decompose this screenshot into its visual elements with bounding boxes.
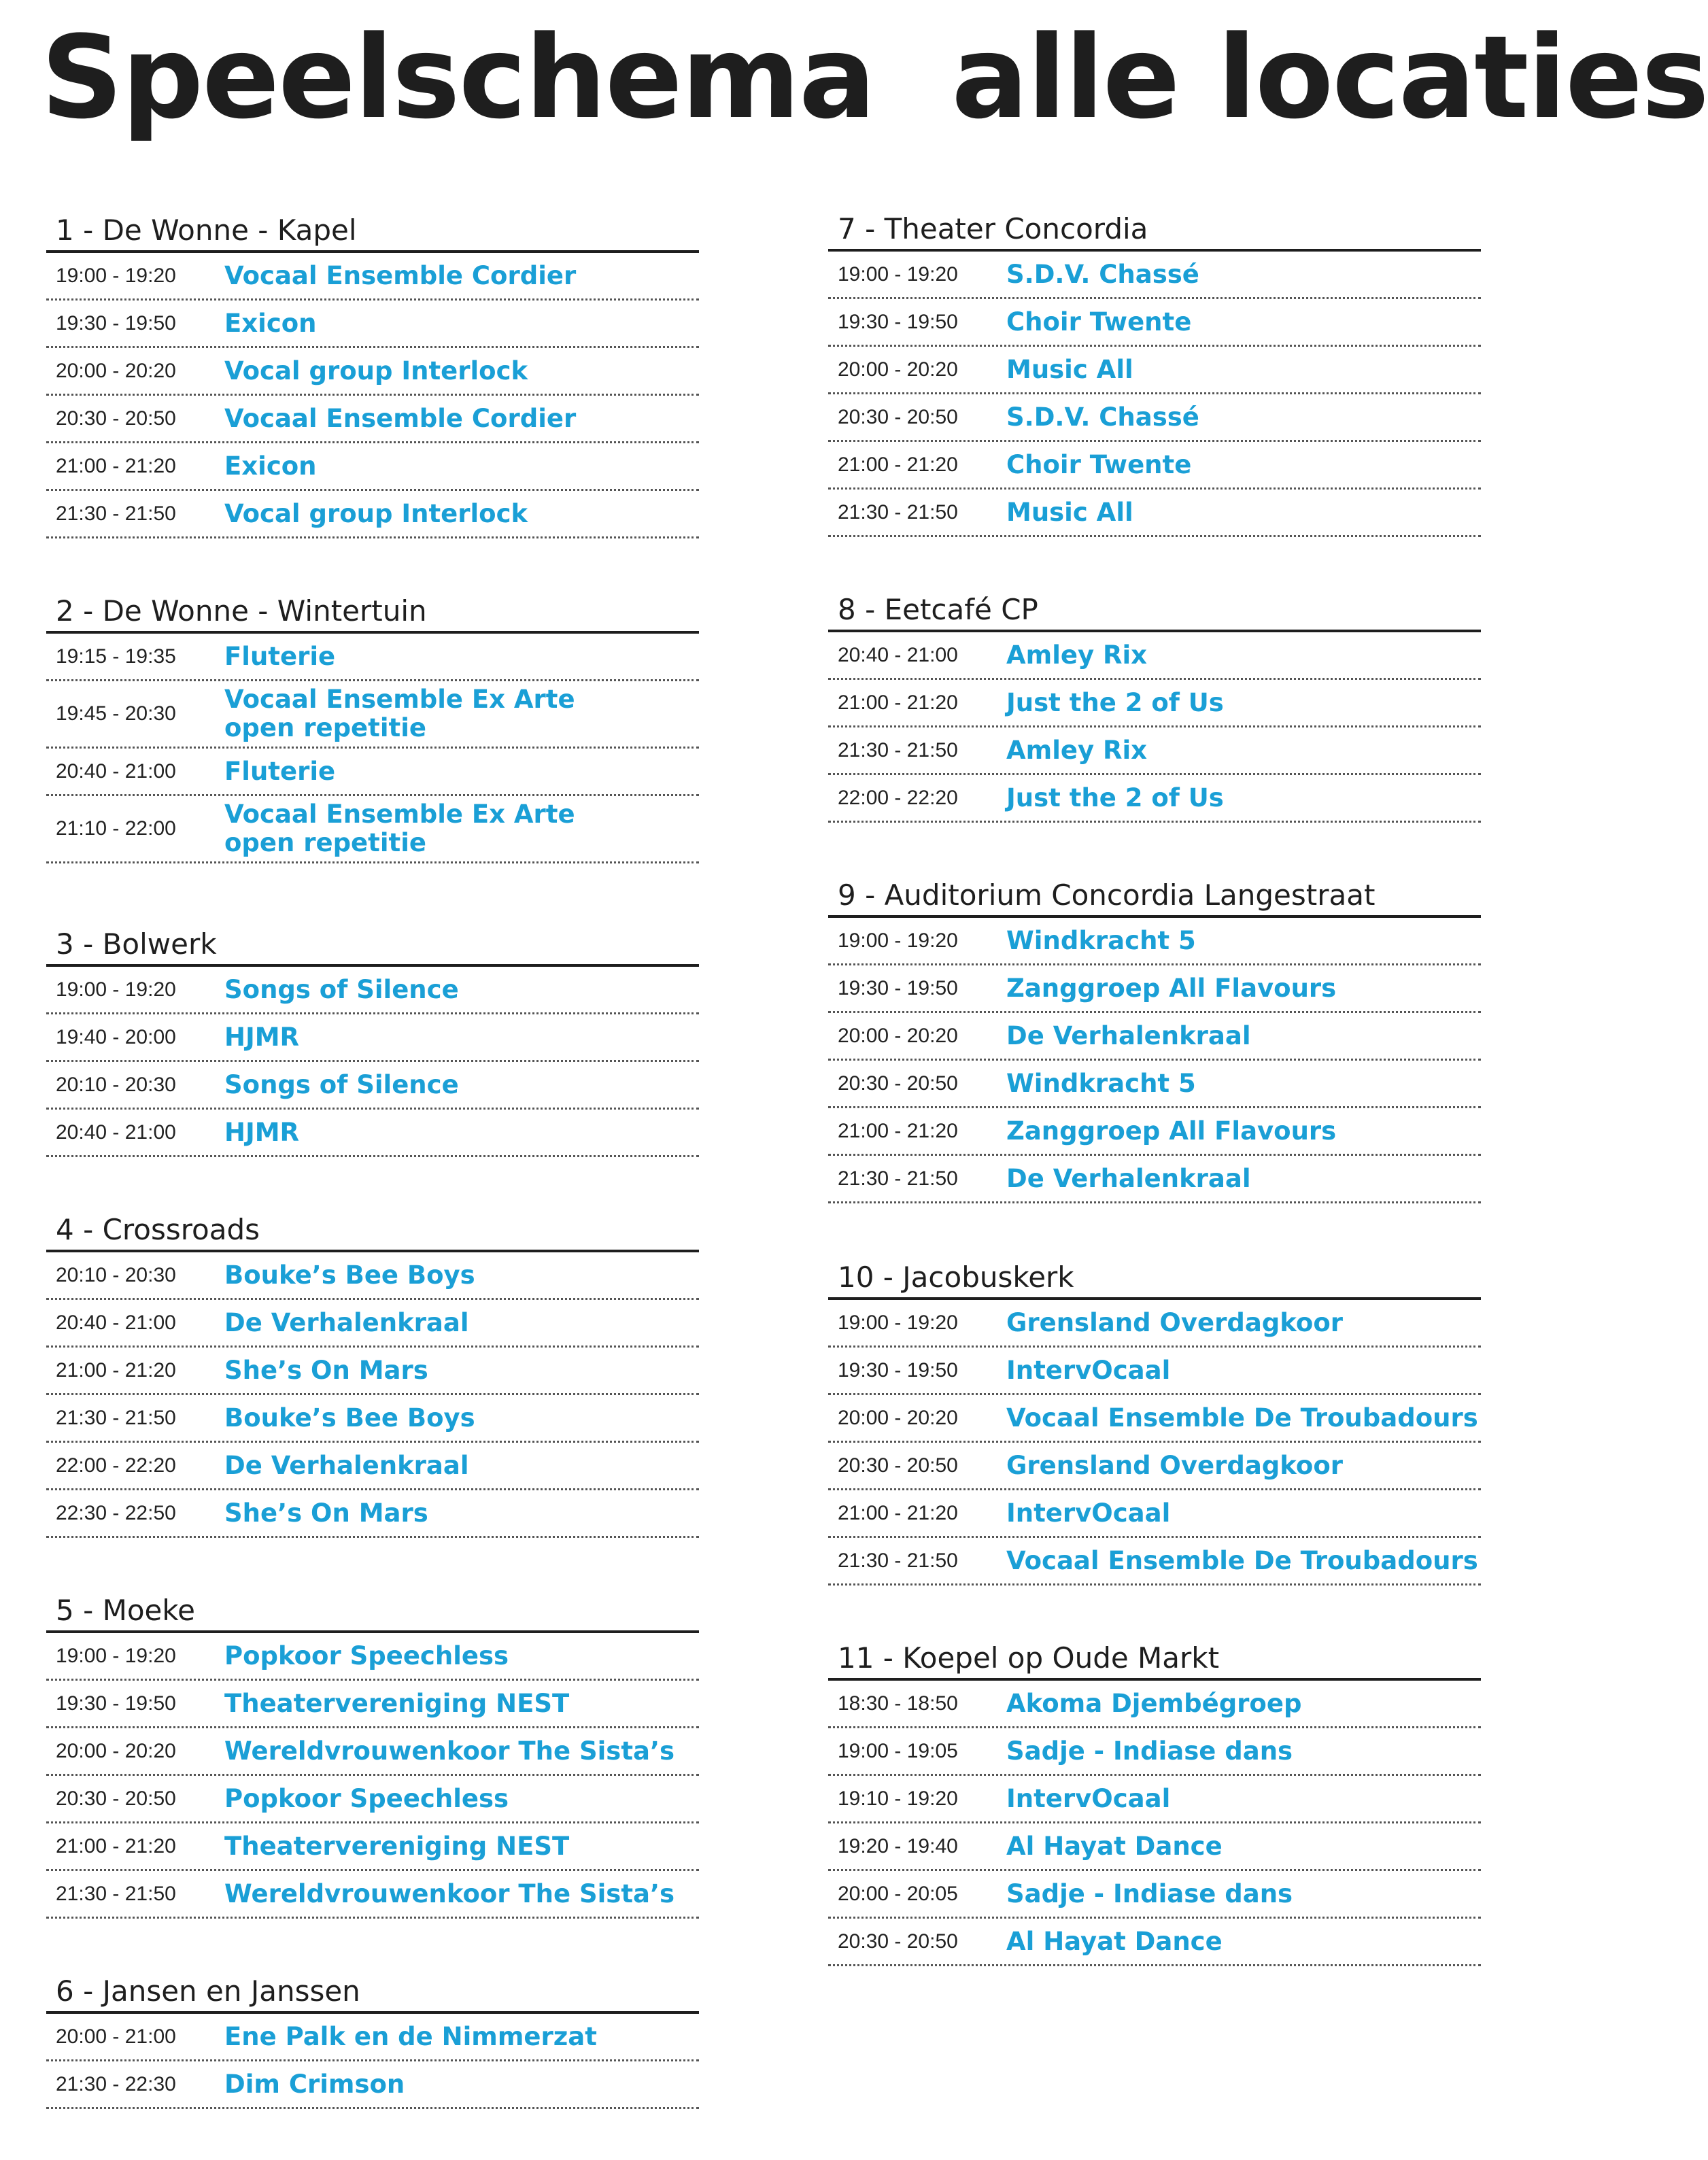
act-name-text: Amley Rix	[1006, 640, 1148, 670]
schedule-row	[46, 1490, 699, 1538]
act-name	[1006, 689, 1224, 717]
act-name-text: Vocaal Ensemble De Troubadours	[1006, 1403, 1478, 1433]
time-slot: 19:30 - 19:50	[838, 1358, 958, 1382]
act-name	[1006, 1832, 1223, 1861]
time-slot: 21:10 - 22:00	[56, 817, 176, 840]
schedule-row	[828, 1348, 1481, 1395]
schedule-row	[828, 490, 1481, 537]
location-section	[828, 1639, 1481, 1966]
act-name	[224, 1261, 475, 1290]
time-slot: 20:30 - 20:50	[56, 407, 176, 430]
time-slot: 19:00 - 19:20	[56, 1644, 176, 1667]
time-slot: 19:00 - 19:20	[838, 929, 958, 952]
time-slot: 19:30 - 19:50	[56, 311, 176, 335]
act-subtitle: open repetitie	[224, 828, 426, 857]
act-name-text: De Verhalenkraal	[224, 1307, 469, 1337]
time-slot: 21:30 - 21:50	[56, 502, 176, 525]
act-name-text: Windkracht 5	[1006, 925, 1196, 955]
act-name	[224, 1309, 469, 1337]
time-slot: 20:00 - 21:00	[56, 2025, 176, 2048]
schedule-row	[828, 1871, 1481, 1919]
schedule-row	[828, 965, 1481, 1013]
time-slot: 19:00 - 19:20	[56, 978, 176, 1001]
schedule-row	[828, 1156, 1481, 1203]
act-name-text: Exicon	[224, 308, 317, 338]
act-name	[224, 1785, 509, 1813]
act-name	[224, 1499, 428, 1528]
time-slot: 19:00 - 19:05	[838, 1739, 958, 1762]
time-slot: 21:30 - 22:30	[56, 2072, 176, 2095]
location-title: 7 - Theater Concordia	[828, 209, 1481, 252]
act-name	[1006, 1737, 1293, 1766]
time-slot: 21:00 - 21:20	[838, 1501, 958, 1524]
act-name-text: Al Hayat Dance	[1006, 1926, 1223, 1956]
act-name-text: Zanggroep All Flavours	[1006, 1116, 1337, 1146]
act-name	[1006, 784, 1224, 812]
act-name	[1006, 356, 1133, 384]
act-name-text: Vocal group Interlock	[224, 498, 528, 528]
act-name-text: Bouke’s Bee Boys	[224, 1260, 475, 1290]
location-title: 6 - Jansen en Janssen	[46, 1972, 699, 2014]
schedule-row	[46, 348, 699, 396]
time-slot: 20:00 - 20:20	[56, 359, 176, 382]
schedule-row	[828, 918, 1481, 965]
act-name	[224, 1690, 569, 1718]
act-name	[1006, 1547, 1478, 1575]
schedule-row	[828, 442, 1481, 490]
time-slot: 21:00 - 21:20	[56, 1834, 176, 1857]
schedule-row	[828, 1681, 1481, 1728]
schedule-row	[828, 1823, 1481, 1871]
act-name-text: Sadje - Indiase dans	[1006, 1879, 1293, 1908]
time-slot: 19:00 - 19:20	[838, 1311, 958, 1334]
act-name	[1006, 1785, 1170, 1813]
schedule-row	[828, 1061, 1481, 1108]
act-name-text: S.D.V. Chassé	[1006, 259, 1199, 289]
time-slot: 20:10 - 20:30	[56, 1263, 176, 1286]
act-name	[1006, 1452, 1343, 1480]
act-name-text: Al Hayat Dance	[1006, 1831, 1223, 1861]
act-name-text: Dim Crimson	[224, 2069, 405, 2099]
act-name	[224, 1404, 475, 1433]
act-name	[1006, 927, 1196, 955]
schedule-row	[46, 1348, 699, 1395]
time-slot: 18:30 - 18:50	[838, 1692, 958, 1715]
act-name-text: She’s On Mars	[224, 1355, 428, 1385]
schedule-row	[46, 1110, 699, 1157]
location-section	[46, 1210, 699, 1538]
act-name-text: Vocaal Ensemble De Troubadours	[1006, 1545, 1478, 1575]
act-name	[224, 1023, 299, 1052]
schedule-row	[46, 253, 699, 301]
schedule-row	[828, 1490, 1481, 1538]
time-slot: 20:40 - 21:00	[56, 759, 176, 783]
act-name	[224, 757, 335, 786]
act-name	[224, 685, 575, 742]
schedule-row	[46, 634, 699, 681]
time-slot: 20:00 - 20:20	[838, 1406, 958, 1429]
location-section	[46, 592, 699, 863]
act-name	[224, 500, 528, 528]
schedule-row	[828, 1776, 1481, 1823]
act-name	[1006, 1022, 1251, 1050]
page-title: Speelschema alle locaties	[41, 11, 1708, 144]
schedule-row	[46, 1823, 699, 1871]
act-name-text: Just the 2 of Us	[1006, 783, 1224, 812]
schedule-row	[46, 1252, 699, 1300]
act-name-text: Ene Palk en de Nimmerzat	[224, 2021, 597, 2051]
act-name	[1006, 736, 1147, 765]
location-section	[46, 211, 699, 538]
time-slot: 21:00 - 21:20	[838, 691, 958, 714]
act-name-text: Exicon	[224, 451, 317, 481]
act-name-text: Fluterie	[224, 641, 336, 671]
location-title: 11 - Koepel op Oude Markt	[828, 1639, 1481, 1681]
location-section	[828, 209, 1481, 537]
schedule-row	[46, 301, 699, 348]
time-slot: 20:30 - 20:50	[56, 1787, 176, 1810]
act-name	[224, 309, 317, 338]
act-name-text: Vocaal Ensemble Cordier	[224, 403, 577, 433]
location-title: 5 - Moeke	[46, 1591, 699, 1633]
act-name	[224, 1356, 428, 1385]
act-name-text: IntervOcaal	[1006, 1498, 1171, 1528]
act-name-text: Music All	[1006, 354, 1133, 384]
act-name-text: Windkracht 5	[1006, 1068, 1196, 1098]
act-name	[1006, 974, 1336, 1003]
act-name	[1006, 1309, 1343, 1337]
time-slot: 21:30 - 21:50	[56, 1406, 176, 1429]
time-slot: 21:00 - 21:20	[56, 454, 176, 477]
act-name-text: Amley Rix	[1006, 735, 1148, 765]
schedule-row	[46, 1014, 699, 1062]
act-name-text: Vocaal Ensemble Ex Arte	[224, 685, 575, 714]
schedule-row	[828, 727, 1481, 775]
schedule-row	[46, 491, 699, 538]
schedule-row	[828, 1919, 1481, 1966]
act-name	[224, 800, 575, 857]
schedule-row	[828, 1443, 1481, 1490]
act-name-text: Zanggroep All Flavours	[1006, 973, 1337, 1003]
location-title: 4 - Crossroads	[46, 1210, 699, 1252]
location-section	[828, 1258, 1481, 1585]
act-name	[224, 405, 576, 433]
act-name-text: She’s On Mars	[224, 1498, 428, 1528]
time-slot: 22:00 - 22:20	[838, 786, 958, 809]
schedule-row	[828, 299, 1481, 347]
act-name-text: S.D.V. Chassé	[1006, 402, 1199, 432]
act-name	[224, 2023, 597, 2051]
act-name	[1006, 1356, 1170, 1385]
act-name	[224, 1832, 569, 1861]
act-name-text: Vocal group Interlock	[224, 356, 528, 385]
time-slot: 19:20 - 19:40	[838, 1834, 958, 1857]
act-name	[224, 1118, 299, 1147]
location-section	[828, 590, 1481, 823]
time-slot: 20:00 - 20:20	[838, 358, 958, 381]
act-name	[1006, 308, 1191, 337]
schedule-row	[46, 796, 699, 863]
act-name	[1006, 1165, 1251, 1193]
act-name	[224, 357, 528, 385]
time-slot: 21:00 - 21:20	[838, 1119, 958, 1142]
time-slot: 21:30 - 21:50	[838, 738, 958, 761]
act-subtitle: open repetitie	[224, 713, 426, 742]
act-name-text: Choir Twente	[1006, 449, 1192, 479]
time-slot: 22:30 - 22:50	[56, 1501, 176, 1524]
schedule-row	[46, 1062, 699, 1110]
location-title: 3 - Bolwerk	[46, 925, 699, 967]
schedule-row	[46, 396, 699, 443]
act-name-text: IntervOcaal	[1006, 1355, 1171, 1385]
time-slot: 19:40 - 20:00	[56, 1025, 176, 1048]
time-slot: 19:30 - 19:50	[838, 310, 958, 333]
time-slot: 21:30 - 21:50	[838, 1549, 958, 1572]
schedule-row	[828, 1300, 1481, 1348]
act-name-text: Theatervereniging NEST	[224, 1688, 570, 1718]
time-slot: 21:30 - 21:50	[838, 1167, 958, 1190]
act-name	[1006, 641, 1147, 670]
time-slot: 21:30 - 21:50	[56, 1882, 176, 1905]
act-name	[224, 1737, 674, 1766]
schedule-row	[46, 1728, 699, 1776]
time-slot: 19:00 - 19:20	[838, 262, 958, 286]
time-slot: 21:30 - 21:50	[838, 500, 958, 524]
schedule-row	[828, 1538, 1481, 1585]
schedule-row	[828, 632, 1481, 680]
act-name-text: Akoma Djembégroep	[1006, 1688, 1302, 1718]
schedule-row	[46, 2061, 699, 2109]
act-name-text: Fluterie	[224, 756, 336, 786]
location-section	[46, 925, 699, 1157]
schedule-row	[46, 967, 699, 1014]
time-slot: 22:00 - 22:20	[56, 1454, 176, 1477]
act-name	[224, 642, 335, 671]
act-name-text: IntervOcaal	[1006, 1783, 1171, 1813]
time-slot: 19:00 - 19:20	[56, 264, 176, 287]
act-name-text: Songs of Silence	[224, 1069, 459, 1099]
act-name	[224, 452, 317, 481]
schedule-row	[828, 1108, 1481, 1156]
schedule-row	[46, 2014, 699, 2061]
location-section	[828, 876, 1481, 1203]
act-name	[224, 262, 576, 290]
schedule-row	[828, 680, 1481, 727]
act-name-text: Popkoor Speechless	[224, 1783, 509, 1813]
act-name-text: Just the 2 of Us	[1006, 687, 1224, 717]
act-name-text: Vocaal Ensemble Ex Arte	[224, 800, 575, 829]
schedule-row	[828, 1395, 1481, 1443]
location-section	[46, 1972, 699, 2109]
act-name-text: Grensland Overdagkoor	[1006, 1450, 1343, 1480]
schedule-row	[46, 1871, 699, 1919]
time-slot: 20:30 - 20:50	[838, 1454, 958, 1477]
schedule-row	[46, 1395, 699, 1443]
act-name	[224, 976, 459, 1004]
schedule-row	[46, 681, 699, 749]
act-name	[224, 1880, 674, 1908]
time-slot: 20:30 - 20:50	[838, 1930, 958, 1953]
time-slot: 20:00 - 20:20	[56, 1739, 176, 1762]
act-name	[1006, 1880, 1293, 1908]
time-slot: 19:15 - 19:35	[56, 645, 176, 668]
time-slot: 20:30 - 20:50	[838, 405, 958, 428]
act-name	[224, 2070, 405, 2099]
time-slot: 20:40 - 21:00	[56, 1311, 176, 1334]
act-name-text: Wereldvrouwenkoor The Sista’s	[224, 1879, 675, 1908]
schedule-row	[46, 1300, 699, 1348]
time-slot: 20:00 - 20:20	[838, 1024, 958, 1047]
act-name-text: Music All	[1006, 497, 1133, 527]
location-section	[46, 1591, 699, 1919]
time-slot: 21:00 - 21:20	[56, 1358, 176, 1382]
time-slot: 20:10 - 20:30	[56, 1073, 176, 1096]
act-name	[1006, 1404, 1478, 1433]
schedule-row	[828, 1013, 1481, 1061]
act-name-text: HJMR	[224, 1022, 300, 1052]
act-name-text: Songs of Silence	[224, 974, 459, 1004]
act-name	[1006, 1117, 1336, 1146]
schedule-row	[46, 1443, 699, 1490]
act-name	[1006, 1499, 1170, 1528]
schedule-row	[828, 252, 1481, 299]
act-name-text: Vocaal Ensemble Cordier	[224, 260, 577, 290]
act-name	[1006, 260, 1199, 289]
location-title: 10 - Jacobuskerk	[828, 1258, 1481, 1300]
time-slot: 19:10 - 19:20	[838, 1787, 958, 1810]
act-name-text: HJMR	[224, 1117, 300, 1147]
act-name-text: Theatervereniging NEST	[224, 1831, 570, 1861]
time-slot: 20:40 - 21:00	[56, 1120, 176, 1144]
time-slot: 19:30 - 19:50	[838, 976, 958, 999]
act-name	[1006, 1690, 1301, 1718]
act-name-text: Choir Twente	[1006, 307, 1192, 337]
time-slot: 20:30 - 20:50	[838, 1072, 958, 1095]
schedule-row	[46, 1681, 699, 1728]
schedule-row	[46, 443, 699, 491]
act-name-text: De Verhalenkraal	[1006, 1163, 1251, 1193]
act-name	[224, 1452, 469, 1480]
act-name	[224, 1071, 459, 1099]
act-name-text: De Verhalenkraal	[1006, 1021, 1251, 1050]
act-name-text: De Verhalenkraal	[224, 1450, 469, 1480]
act-name	[1006, 1927, 1223, 1956]
schedule-row	[828, 394, 1481, 442]
schedule-row	[828, 1728, 1481, 1776]
location-title: 8 - Eetcafé CP	[828, 590, 1481, 632]
act-name	[1006, 451, 1191, 479]
act-name	[1006, 403, 1199, 432]
act-name	[1006, 1069, 1196, 1098]
time-slot: 20:00 - 20:05	[838, 1882, 958, 1905]
act-name-text: Wereldvrouwenkoor The Sista’s	[224, 1736, 675, 1766]
act-name	[224, 1642, 509, 1670]
schedule-row	[46, 749, 699, 796]
time-slot: 20:40 - 21:00	[838, 643, 958, 666]
act-name	[1006, 498, 1133, 527]
location-title: 9 - Auditorium Concordia Langestraat	[828, 876, 1481, 918]
act-name-text: Sadje - Indiase dans	[1006, 1736, 1293, 1766]
schedule-row	[828, 347, 1481, 394]
act-name-text: Grensland Overdagkoor	[1006, 1307, 1343, 1337]
time-slot: 19:45 - 20:30	[56, 702, 176, 725]
time-slot: 21:00 - 21:20	[838, 453, 958, 476]
location-title: 2 - De Wonne - Wintertuin	[46, 592, 699, 634]
schedule-row	[828, 775, 1481, 823]
location-title: 1 - De Wonne - Kapel	[46, 211, 699, 253]
schedule-row	[46, 1633, 699, 1681]
time-slot: 19:30 - 19:50	[56, 1692, 176, 1715]
schedule-row	[46, 1776, 699, 1823]
act-name-text: Bouke’s Bee Boys	[224, 1403, 475, 1433]
act-name-text: Popkoor Speechless	[224, 1641, 509, 1670]
